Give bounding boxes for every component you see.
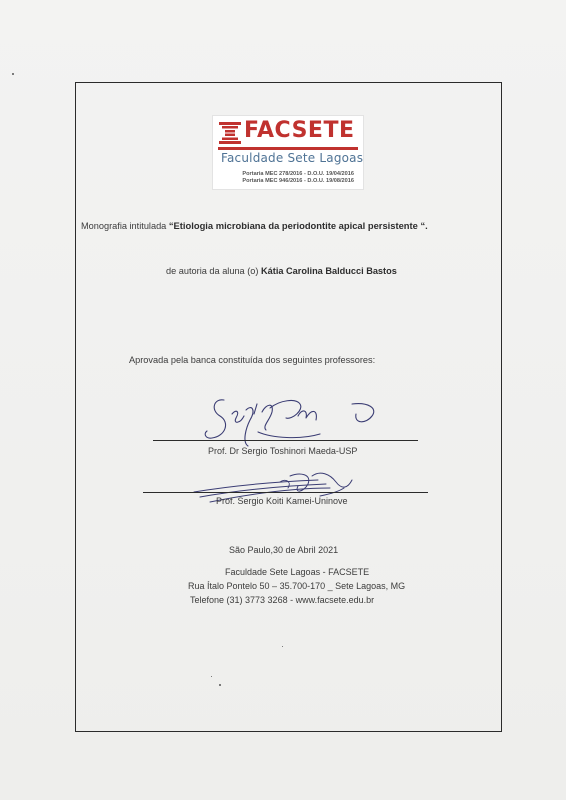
- examiner-1-name: Prof. Dr Sergio Toshinori Maeda-USP: [208, 446, 358, 456]
- facsete-logo: [213, 116, 363, 189]
- logo-name: FACSETE: [244, 118, 355, 143]
- place-date: São Paulo,30 de Abril 2021: [229, 545, 339, 555]
- scan-speck: [12, 73, 14, 75]
- signature-line-2: [143, 492, 428, 493]
- logo-portaria-1: Portaria MEC 278/2016 - D.O.U. 19/04/2016: [242, 171, 354, 177]
- author-prefix: de autoria da aluna (o): [166, 266, 262, 276]
- monograph-title-line: [81, 220, 428, 231]
- logo-portaria-2: Portaria MEC 946/2016 - D.O.U. 19/08/2016: [242, 178, 354, 184]
- logo-divider: [218, 147, 358, 150]
- logo-subtitle: Faculdade Sete Lagoas: [221, 151, 364, 165]
- title-prefix: Monografia intitulada: [81, 221, 169, 231]
- author-line: [166, 266, 397, 276]
- institution-phone: Telefone (31) 3773 3268 - www.facsete.edu.br: [190, 595, 375, 605]
- institution-address: Rua Ítalo Pontelo 50 – 35.700-170 _ Sete Lagoas, MG: [188, 581, 406, 591]
- monograph-title: “Etiologia microbiana da periodontite apical persistente “.: [168, 220, 428, 231]
- facsete-mark-icon: [219, 122, 241, 144]
- author-name: Kátia Carolina Balducci Bastos: [261, 266, 397, 276]
- signature-line-1: [153, 440, 418, 441]
- institution-name: Faculdade Sete Lagoas - FACSETE: [225, 567, 370, 577]
- examiner-2-name: Prof. Sergio Koiti Kamei-Uninove: [216, 496, 348, 506]
- approval-statement: Aprovada pela banca constituída dos seguintes professores:: [129, 355, 376, 365]
